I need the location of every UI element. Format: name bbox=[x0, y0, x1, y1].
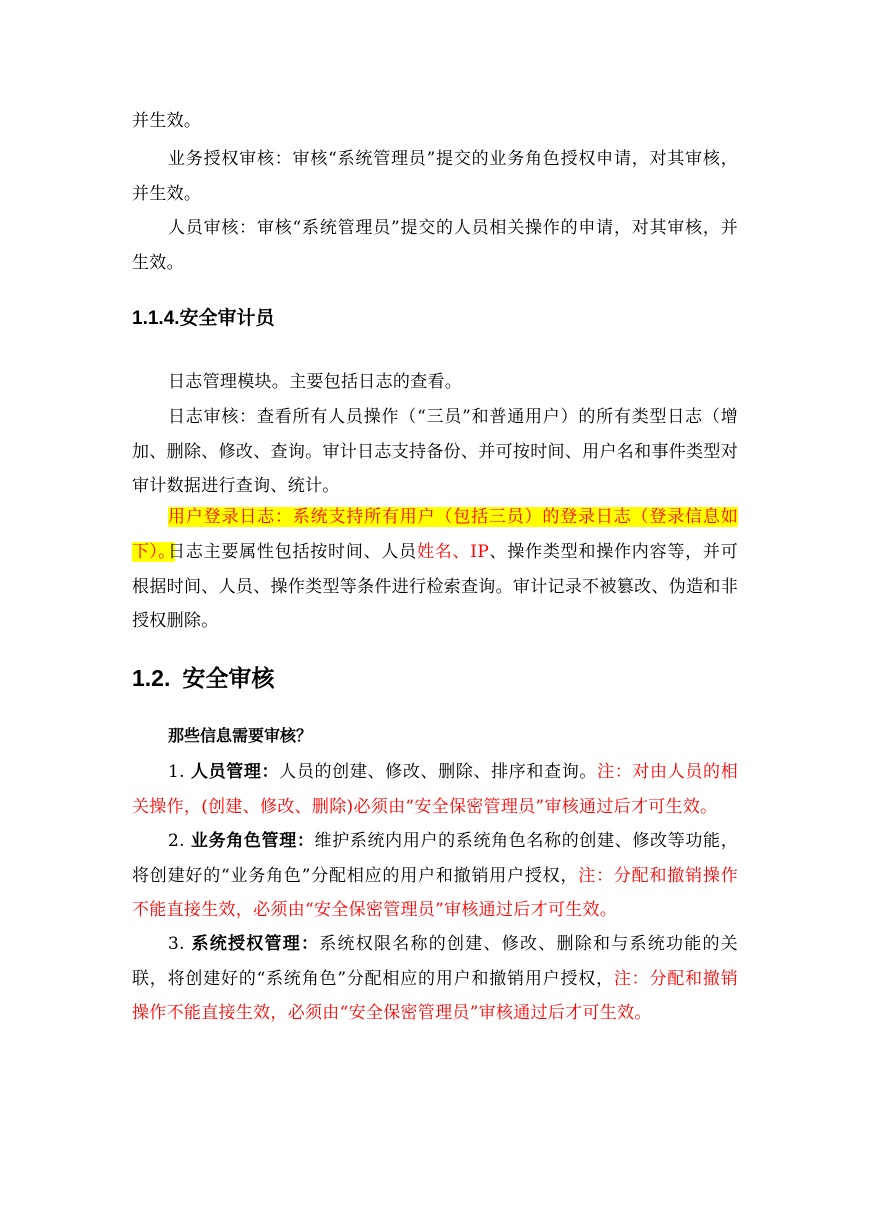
paragraph-continued bbox=[132, 104, 738, 139]
list-item-note: 注：分配和撤销操作不能直接生效，必须由“安全保密管理员”审核通过后才可生效。 bbox=[132, 968, 738, 1023]
personnel-text: 审核“系统管理员”提交的人员相关操作的申请，对其审核，并生效。 bbox=[132, 218, 739, 273]
paragraph-log-module bbox=[132, 365, 738, 400]
business-auth-label: 业务授权审核： bbox=[168, 149, 293, 169]
list-item-text: 维护系统内用户的系统角色名称的创建、修改等功能，将创建好的“业务角色”分配相应的用户和撤销用户授权， bbox=[132, 831, 738, 886]
paragraph-text: 并生效。 bbox=[132, 111, 202, 131]
paragraph-text: 、操作类型和操作内容等，并可根据时间、人员、操作类型等条件进行检索查询。审计记录不被篡改、伪造和非授权删除。 bbox=[132, 542, 739, 631]
list-item-number: 2. bbox=[168, 831, 185, 851]
list-item-label: 业务角色管理： bbox=[190, 831, 315, 850]
list-item-label: 人员管理： bbox=[190, 762, 280, 781]
list-item-system-auth-mgmt bbox=[132, 927, 738, 1031]
business-auth-text: 审核“系统管理员”提交的业务角色授权申请，对其审核，并生效。 bbox=[132, 149, 738, 204]
personnel-label: 人员审核： bbox=[168, 218, 257, 238]
list-item-number: 1. bbox=[168, 762, 185, 782]
paragraph-text: 日志管理模块。主要包括日志的查看。 bbox=[168, 372, 463, 392]
list-item-text: 人员的创建、修改、删除、排序和查询。 bbox=[279, 762, 598, 782]
list-item-note: 注：分配和撤销操作不能直接生效，必须由“安全保密管理员”审核通过后才可生效。 bbox=[132, 865, 738, 920]
paragraph-text: 日志审核：查看所有人员操作（“三员”和普通用户）的所有类型日志（增加、删除、修改、查询。审计日志支持备份、并可按时间、用户名和事件类型对审计数据进行查询、统计。 bbox=[132, 407, 738, 496]
paragraph-text: 日志主要属性包括按时间、人员 bbox=[168, 542, 417, 562]
list-item-label: 系统授权管理： bbox=[191, 934, 320, 953]
list-item-note: 注：对由人员的相关操作，(创建、修改、删除)必须由“安全保密管理员”审核通过后才可生效。 bbox=[132, 762, 738, 817]
section-number: 1.2. bbox=[132, 665, 171, 691]
list-item-business-role-mgmt bbox=[132, 824, 738, 928]
list-item-number: 3. bbox=[168, 934, 185, 954]
paragraph-log-attributes bbox=[132, 535, 738, 639]
paragraph-personnel bbox=[132, 211, 738, 280]
highlighted-login-log-text: 用户登录日志：系统支持所有用户（包括三员）的登录日志（登录信息如下）。 bbox=[132, 507, 738, 562]
red-text-name-ip: 姓名、IP bbox=[416, 542, 490, 562]
section-heading-1-1-4: 1.1.4.安全审计员 bbox=[132, 308, 275, 329]
section-title: 安全审核 bbox=[182, 665, 275, 691]
section-heading-1-2 bbox=[132, 662, 274, 694]
audit-question: 那些信息需要审核？ bbox=[168, 728, 313, 745]
list-item-personnel-mgmt bbox=[132, 755, 738, 824]
paragraph-business-auth bbox=[132, 142, 738, 211]
list-item-text: 系统权限名称的创建、修改、删除和与系统功能的关联，将创建好的“系统角色”分配相应的用户和撤销用户授权， bbox=[132, 934, 738, 989]
paragraph-log-audit bbox=[132, 400, 738, 504]
